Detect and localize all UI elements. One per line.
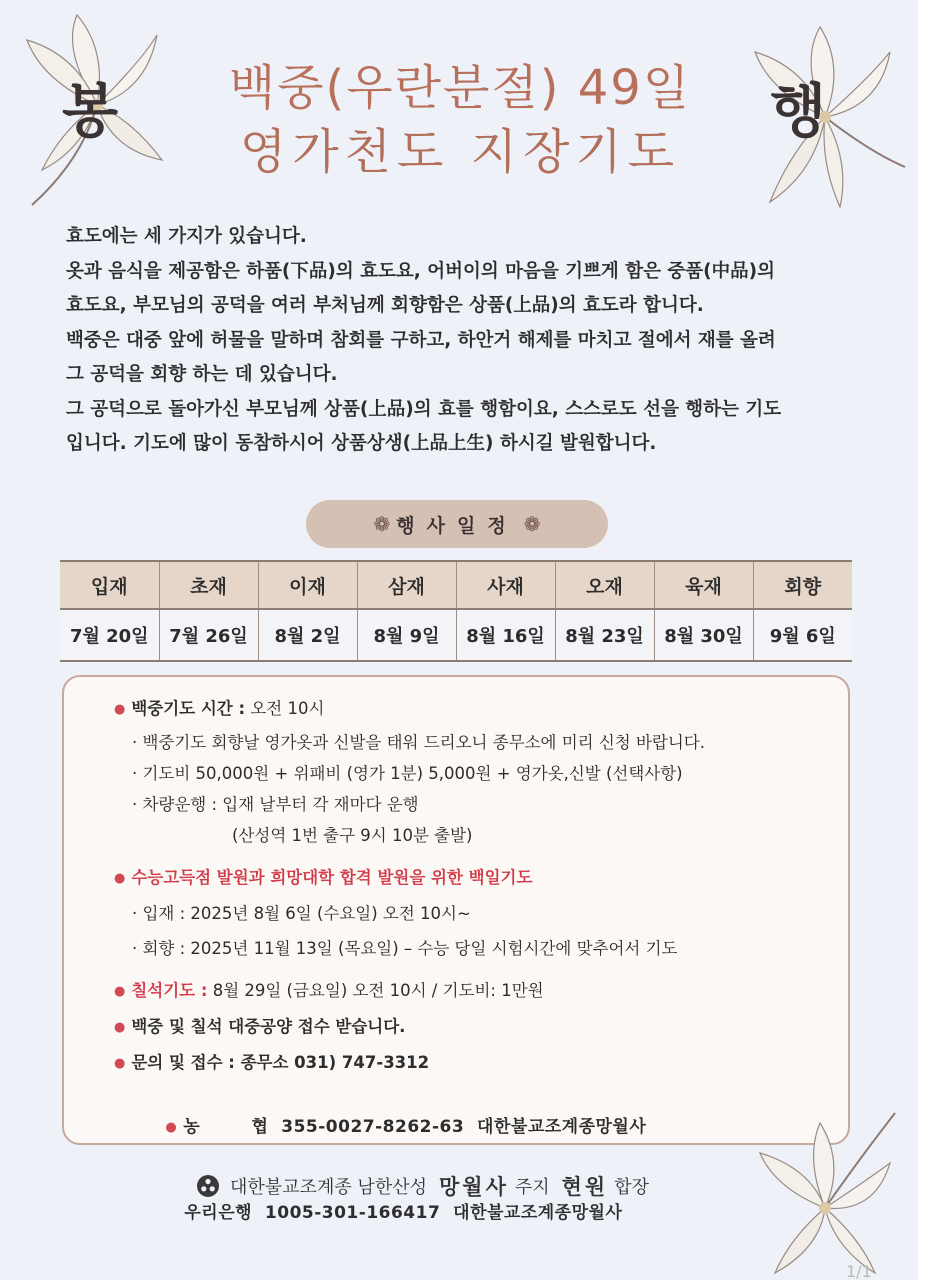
flower-ornament-icon: ❁ xyxy=(373,512,391,536)
bank-account-number: 355-0027-8262-63 xyxy=(281,1117,465,1137)
intro-line: 그 공덕으로 돌아가신 부모님께 상품(上品)의 효를 행함이요, 스스로도 선을 행하는 기도 xyxy=(66,398,782,420)
jogye-order-logo-icon xyxy=(196,1174,220,1198)
schedule-header-cell: 삼재 xyxy=(357,561,456,609)
schedule-header-cell: 입재 xyxy=(60,561,159,609)
title-line-1: 백중(우란분절) 49일 xyxy=(228,60,692,116)
intro-line: 효도요, 부모님의 공덕을 여러 부처님께 회향함은 상품(上品)의 효도라 합니다. xyxy=(66,295,704,316)
intro-line: 백중은 대중 앞에 허물을 말하며 참회를 구하고, 하안거 해제를 마치고 절에서 재를 올려 xyxy=(66,329,776,351)
note-line: · 기도비 50,000원 + 위패비 (영가 1분) 5,000원 + 영가옷,신발 (선택사항) xyxy=(132,764,683,783)
schedule-header-cell: 이재 xyxy=(258,561,357,609)
bank-account-number: 1005-301-166417 xyxy=(264,1203,441,1223)
bullet-icon: ● xyxy=(114,984,126,999)
bank-account-row xyxy=(114,1085,834,1171)
note-line: · 차량운행 : 입재 날부터 각 재마다 운행 xyxy=(132,795,419,814)
offering-text: 백중 및 칠석 대중공양 접수 받습니다. xyxy=(131,1017,406,1036)
chilseok-label: 칠석기도 : xyxy=(131,981,208,1000)
side-character-left: 봉 xyxy=(62,77,119,145)
chilseok-row xyxy=(114,977,834,1007)
title-line-2: 영가천도 지장기도 xyxy=(239,124,681,180)
bullet-icon: ● xyxy=(114,702,126,717)
baekjung-time: 오전 10시 xyxy=(245,699,325,718)
schedule-header-cell: 사재 xyxy=(456,561,555,609)
bullet-icon: ● xyxy=(114,871,126,886)
intro-line: 그 공덕을 회향 하는 데 있습니다. xyxy=(66,364,338,385)
footer-closing: 합장 xyxy=(614,1177,649,1198)
schedule-date-cell: 8월 9일 xyxy=(357,609,456,661)
bullet-icon: ● xyxy=(165,1120,178,1135)
schedule-title-badge xyxy=(306,500,608,548)
page-number: 1/1 xyxy=(846,1262,872,1281)
schedule-date-cell: 8월 30일 xyxy=(654,609,753,661)
schedule-date-cell: 8월 2일 xyxy=(258,609,357,661)
intro-line: 옷과 음식을 제공함은 하품(下品)의 효도요, 어버이의 마음을 기쁘게 함은 중품(中品)의 xyxy=(66,260,775,282)
suneung-title-row xyxy=(114,864,834,894)
schedule-header-cell: 회향 xyxy=(753,561,852,609)
schedule-header-cell: 오재 xyxy=(555,561,654,609)
baekjung-time-row xyxy=(114,695,834,725)
side-character-right: 행 xyxy=(770,77,827,145)
schedule-title: 행사일정 xyxy=(396,514,518,537)
bullet-icon: ● xyxy=(114,1020,126,1035)
bullet-icon: ● xyxy=(114,1056,126,1071)
footer-signature xyxy=(196,1170,655,1202)
chilseok-text: 8월 29일 (금요일) 오전 10시 / 기도비: 1만원 xyxy=(207,981,544,1000)
note-line: · 백중기도 회향날 영가옷과 신발을 태워 드리오니 종무소에 미리 신청 바랍니다. xyxy=(132,733,705,752)
footer-role: 주지 xyxy=(514,1177,550,1198)
suneung-title: 수능고득점 발원과 희망대학 합격 발원을 위한 백일기도 xyxy=(131,868,533,887)
baekjung-label: 백중기도 시간 : xyxy=(131,699,246,718)
bank-account-holder: 대한불교조계종망월사 xyxy=(477,1117,647,1137)
schedule-date-cell: 8월 23일 xyxy=(555,609,654,661)
offering-row xyxy=(114,1013,834,1043)
bank-name: 농 협 xyxy=(183,1117,269,1137)
schedule-header-cell: 초재 xyxy=(159,561,258,609)
schedule-date-cell: 8월 16일 xyxy=(456,609,555,661)
schedule-date-cell: 9월 6일 xyxy=(753,609,852,661)
schedule-header-cell: 육재 xyxy=(654,561,753,609)
footer-name: 현원 xyxy=(561,1174,609,1199)
page-edge xyxy=(918,0,925,1280)
contact-row xyxy=(114,1049,834,1079)
intro-line: 효도에는 세 가지가 있습니다. xyxy=(66,226,307,247)
schedule-table xyxy=(60,560,852,662)
magnolia-flower-icon xyxy=(750,1108,900,1278)
bank-name: 우리은행 xyxy=(184,1203,253,1223)
footer-org: 대한불교조계종 남한산성 xyxy=(230,1177,427,1198)
intro-line: 입니다. 기도에 많이 동참하시어 상품상생(上品上生) 하시길 발원합니다. xyxy=(66,433,657,454)
schedule-date-cell: 7월 20일 xyxy=(60,609,159,661)
schedule-date-cell: 7월 26일 xyxy=(159,609,258,661)
bank-account-holder: 대한불교조계종망월사 xyxy=(453,1203,623,1223)
bus-note: (산성역 1번 출구 9시 10분 출발) xyxy=(232,826,473,845)
schedule-header-row xyxy=(60,561,852,609)
contact-text: 문의 및 접수 : 종무소 031) 747-3312 xyxy=(131,1053,430,1072)
flower-ornament-icon: ❁ xyxy=(523,512,541,536)
note-line: · 회향 : 2025년 11월 13일 (목요일) – 수능 당일 시험시간에 맞추어서 기도 xyxy=(132,939,678,958)
schedule-date-row xyxy=(60,609,852,661)
note-line: · 입재 : 2025년 8월 6일 (수요일) 오전 10시~ xyxy=(132,904,471,923)
footer-temple: 망월사 xyxy=(439,1174,509,1199)
intro-paragraph xyxy=(66,220,866,462)
